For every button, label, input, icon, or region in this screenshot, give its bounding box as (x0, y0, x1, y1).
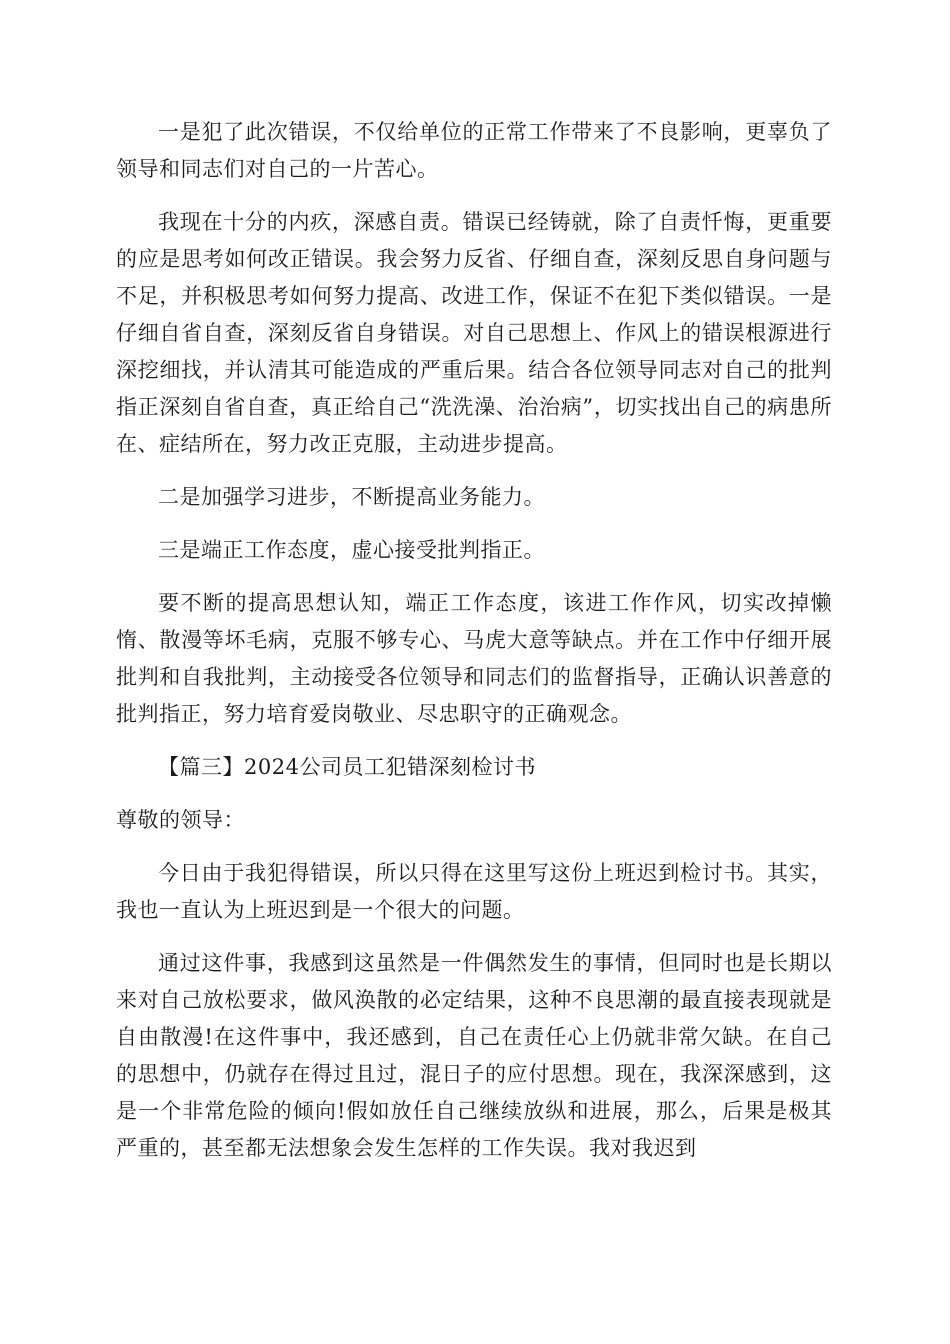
section-heading: 【篇三】2024公司员工犯错深刻检讨书 (158, 755, 536, 779)
paragraph-4: 三是端正工作态度，虚心接受批判指正。 (158, 538, 545, 562)
paragraph-7: 通过这件事，我感到这虽然是一件偶然发生的事情，但同时也是长期以来对自己放松要求，做风涣散的必定结果，这种不良思潮的最直接表现就是自由散漫!在这件事中，我还感到，自己在责任心上仍就非常欠缺。在自己的思想中，仍就存在得过且过，混日子的应付思想。现在，我深深感到，这是一个非常危险的倾向!假如放任自己继续放纵和进展，那么，后果是极其严重的，甚至都无法想象会发生怎样的工作失误。我对我迟到 (116, 951, 832, 1160)
paragraph-3: 二是加强学习进步，不断提高业务能力。 (158, 485, 545, 509)
paragraph-5: 要不断的提高思想认知，端正工作态度，该进工作作风，切实改掉懒惰、散漫等坏毛病，克服不够专心、马虎大意等缺点。并在工作中仔细开展批判和自我批判，主动接受各位领导和同志们的监督指导，正确认识善意的批判指正，努力培育爱岗敬业、尽忠职守的正确观念。 (116, 591, 832, 726)
paragraph-6: 今日由于我犯得错误，所以只得在这里写这份上班迟到检讨书。其实，我也一直认为上班迟到是一个很大的问题。 (116, 861, 832, 922)
paragraph-1: 一是犯了此次错误，不仅给单位的正常工作带来了不良影响，更辜负了领导和同志们对自己的一片苦心。 (116, 120, 832, 181)
document-page (116, 114, 832, 1183)
salutation: 尊敬的领导： (116, 808, 245, 832)
paragraph-2: 我现在十分的内疚，深感自责。错误已经铸就，除了自责忏悔，更重要的应是思考如何改正错误。我会努力反省、仔细自查，深刻反思自身问题与不足，并积极思考如何努力提高、改进工作，保证不在犯下类似错误。一是仔细自省自查，深刻反省自身错误。对自己思想上、作风上的错误根源进行深挖细找，并认清其可能造成的严重后果。结合各位领导同志对自己的批判指正深刻自省自查，真正给自己“洗洗澡、治治病”，切实找出自己的病患所在、症结所在，努力改正克服，主动进步提高。 (116, 210, 832, 456)
